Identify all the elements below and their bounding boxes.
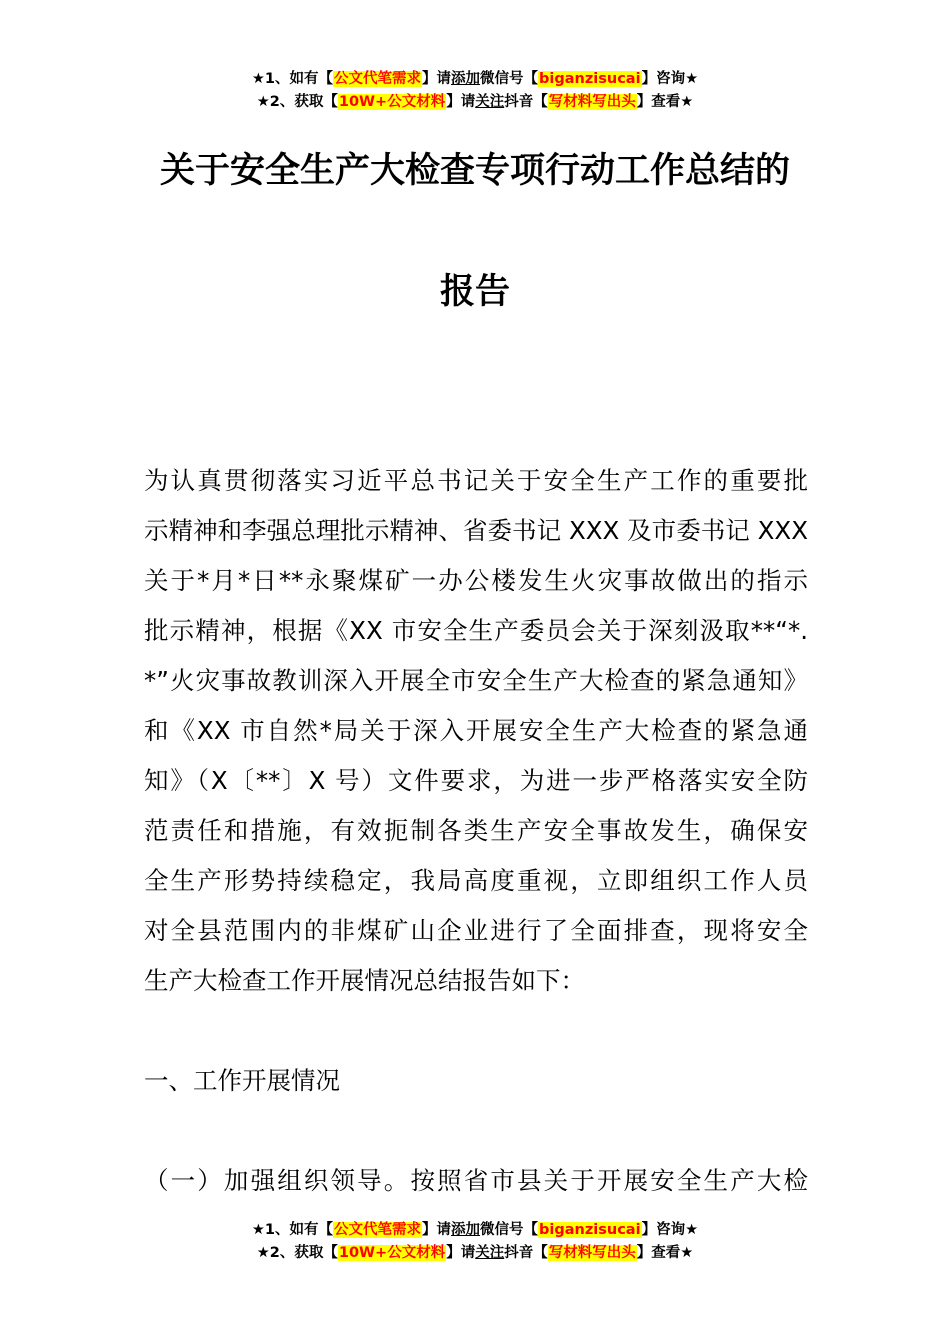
section-heading: 一、工作开展情况 <box>144 1066 340 1095</box>
paragraph-line: 生产大检查工作开展情况总结报告如下： <box>144 966 585 995</box>
paragraph-line: 批示精神，根据《XX 市安全生产委员会关于深刻汲取**“*. <box>144 616 808 645</box>
banner-text: ★2、获取【 <box>256 94 338 110</box>
banner-text: ★1、如有【 <box>251 1222 334 1238</box>
banner-text: 抖音【 <box>504 1245 548 1261</box>
banner-text: 】请 <box>446 1245 476 1261</box>
banner-underlined: 添加 <box>451 1222 481 1238</box>
banner-highlight: 10W+公文材料 <box>338 1245 446 1261</box>
banner-line-1 <box>0 1219 950 1242</box>
paragraph-line: 范责任和措施，有效扼制各类生产安全事故发生，确保安 <box>144 816 808 845</box>
paragraph-line: 对全县范围内的非煤矿山企业进行了全面排查，现将安全 <box>144 916 808 945</box>
banner-text: 微信号【 <box>480 1222 539 1238</box>
banner-text: 】请 <box>446 94 476 110</box>
banner-highlight: 公文代笔需求 <box>334 1222 422 1238</box>
paragraph-line: 知》（X〔**〕X 号）文件要求，为进一步严格落实安全防 <box>144 766 808 795</box>
paragraph-line: 为认真贯彻落实习近平总书记关于安全生产工作的重要批 <box>144 466 808 495</box>
banner-text: 】请 <box>422 71 452 87</box>
subsection-heading: （一）加强组织领导。按照省市县关于开展安全生产大检 <box>144 1166 808 1195</box>
paragraph-line: *”火灾事故教训深入开展全市安全生产大检查的紧急通知》 <box>144 666 808 695</box>
banner-underlined: 关注 <box>475 94 505 110</box>
banner-line-2 <box>0 1242 950 1265</box>
paragraph-line: 关于*月*日**永聚煤矿一办公楼发生火灾事故做出的指示 <box>144 566 808 595</box>
banner-line-1 <box>0 68 950 91</box>
paragraph-line: 全生产形势持续稳定，我局高度重视，立即组织工作人员 <box>144 866 808 895</box>
banner-text: 微信号【 <box>480 71 539 87</box>
banner-highlight: 写材料写出头 <box>548 94 636 110</box>
banner-text: 】咨询★ <box>641 1222 699 1238</box>
banner-text: 】咨询★ <box>641 71 699 87</box>
banner-highlight: biganzisucai <box>539 71 641 87</box>
banner-text: ★1、如有【 <box>251 71 334 87</box>
banner-text: 抖音【 <box>504 94 548 110</box>
paragraph-line: 示精神和李强总理批示精神、省委书记 XXX 及市委书记 XXX <box>144 516 808 545</box>
banner-text: 】查看★ <box>636 1245 694 1261</box>
banner-highlight: 10W+公文材料 <box>338 94 446 110</box>
banner-highlight: 公文代笔需求 <box>334 71 422 87</box>
footer-banner <box>0 1219 950 1265</box>
document-title-line-1: 关于安全生产大检查专项行动工作总结的 <box>159 151 790 191</box>
paragraph-line: 和《XX 市自然*局关于深入开展安全生产大检查的紧急通 <box>144 716 808 745</box>
banner-highlight: 写材料写出头 <box>548 1245 636 1261</box>
banner-line-2 <box>0 91 950 114</box>
banner-text: ★2、获取【 <box>256 1245 338 1261</box>
banner-text: 】请 <box>422 1222 452 1238</box>
banner-text: 】查看★ <box>636 94 694 110</box>
document-title-line-2: 报告 <box>439 272 510 312</box>
banner-highlight: biganzisucai <box>539 1222 641 1238</box>
banner-underlined: 添加 <box>451 71 481 87</box>
header-banner <box>0 68 950 114</box>
banner-underlined: 关注 <box>475 1245 505 1261</box>
